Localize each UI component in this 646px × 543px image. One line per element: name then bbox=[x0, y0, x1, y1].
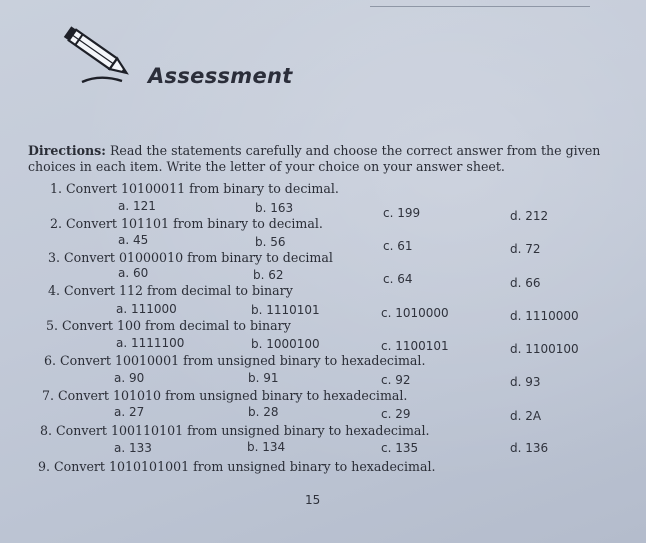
question-8: 8. Convert 100110101 from unsigned binary to hexadecimal. bbox=[40, 423, 430, 438]
choice-1d: d. 212 bbox=[510, 209, 549, 223]
page-title: Assessment bbox=[148, 64, 293, 88]
choice-8c: c. 135 bbox=[381, 441, 419, 455]
choice-5d: d. 1100100 bbox=[510, 342, 579, 356]
pencil-icon bbox=[60, 24, 140, 86]
choice-3c: c. 64 bbox=[383, 272, 413, 286]
question-7: 7. Convert 101010 from unsigned binary to hexadecimal. bbox=[42, 388, 408, 403]
top-rule bbox=[370, 6, 590, 7]
choice-8a: a. 133 bbox=[114, 441, 152, 455]
choice-2c: c. 61 bbox=[383, 239, 413, 253]
choice-3b: b. 62 bbox=[253, 268, 284, 282]
question-2: 2. Convert 101101 from binary to decimal. bbox=[50, 216, 323, 231]
choice-1a: a. 121 bbox=[118, 199, 156, 213]
choice-1b: b. 163 bbox=[255, 201, 294, 215]
directions-text: Read the statements carefully and choose the correct answer from the given choices in each item. Write the letter of your choice on your answer sheet. bbox=[28, 143, 601, 174]
question-1: 1. Convert 10100011 from binary to decimal. bbox=[50, 181, 339, 196]
question-3: 3. Convert 01000010 from binary to decimal bbox=[48, 250, 333, 265]
question-6: 6. Convert 10010001 from unsigned binary to hexadecimal. bbox=[44, 353, 426, 368]
choice-1c: c. 199 bbox=[383, 206, 421, 220]
choice-7d: d. 2A bbox=[510, 409, 542, 423]
choice-2b: b. 56 bbox=[255, 235, 286, 249]
choice-6b: b. 91 bbox=[248, 371, 279, 385]
choice-2d: d. 72 bbox=[510, 242, 541, 256]
directions-label: Directions: bbox=[28, 143, 106, 158]
choice-4d: d. 1110000 bbox=[510, 309, 579, 323]
choice-8d: d. 136 bbox=[510, 441, 549, 455]
question-4: 4. Convert 112 from decimal to binary bbox=[48, 283, 293, 298]
question-9: 9. Convert 1010101001 from unsigned binary to hexadecimal. bbox=[38, 459, 436, 474]
choice-3d: d. 66 bbox=[510, 276, 541, 290]
choice-4c: c. 1010000 bbox=[381, 306, 449, 320]
directions-paragraph bbox=[28, 143, 603, 175]
choice-5a: a. 1111100 bbox=[116, 336, 185, 350]
choice-7b: b. 28 bbox=[248, 405, 279, 419]
choice-6d: d. 93 bbox=[510, 375, 541, 389]
choice-2a: a. 45 bbox=[118, 233, 149, 247]
choice-3a: a. 60 bbox=[118, 266, 149, 280]
question-5: 5. Convert 100 from decimal to binary bbox=[46, 318, 291, 333]
choice-7c: c. 29 bbox=[381, 407, 411, 421]
choice-4b: b. 1110101 bbox=[251, 303, 320, 317]
page-number: 15 bbox=[305, 493, 321, 507]
choice-8b: b. 134 bbox=[247, 440, 286, 454]
choice-7a: a. 27 bbox=[114, 405, 145, 419]
choice-5b: b. 1000100 bbox=[251, 337, 320, 351]
choice-4a: a. 111000 bbox=[116, 302, 177, 316]
choice-6a: a. 90 bbox=[114, 371, 145, 385]
choice-5c: c. 1100101 bbox=[381, 339, 449, 353]
choice-6c: c. 92 bbox=[381, 373, 411, 387]
